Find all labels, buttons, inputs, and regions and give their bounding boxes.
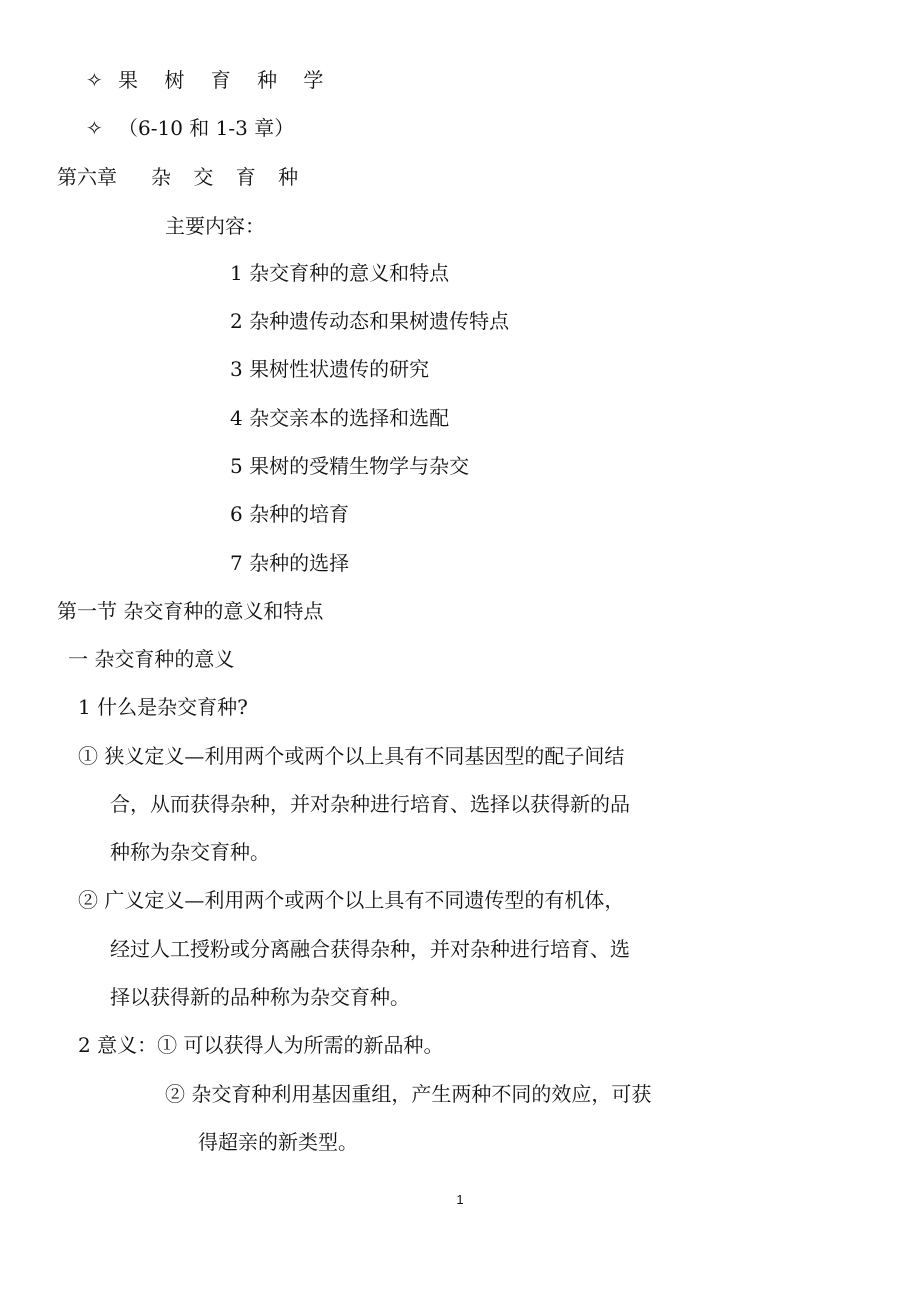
contents-item: 6 杂种的培育 [230, 502, 350, 526]
narrow-definition-line: ① 狭义定义—利用两个或两个以上具有不同基因型的配子间结 [78, 744, 625, 768]
chapter-title: 杂 交 育 种 [151, 165, 307, 189]
contents-item: 1 杂交育种的意义和特点 [230, 261, 450, 285]
meaning-line: 得超亲的新类型。 [198, 1130, 358, 1154]
contents-item: 3 果树性状遗传的研究 [230, 357, 430, 381]
sparkle-bullet-icon: ✧ [86, 116, 103, 140]
chapter-label: 第六章 [57, 165, 117, 189]
broad-definition-line: 择以获得新的品种称为杂交育种。 [110, 985, 410, 1009]
contents-heading: 主要内容： [165, 214, 265, 238]
contents-item: 4 杂交亲本的选择和选配 [230, 406, 450, 430]
section-title: 第一节 杂交育种的意义和特点 [57, 599, 324, 623]
sparkle-bullet-icon: ✧ [86, 68, 103, 92]
contents-item: 7 杂种的选择 [230, 551, 350, 575]
narrow-definition-line: 种称为杂交育种。 [110, 840, 270, 864]
contents-item: 2 杂种遗传动态和果树遗传特点 [230, 309, 510, 333]
broad-definition-line: ② 广义定义—利用两个或两个以上具有不同遗传型的有机体， [78, 888, 625, 912]
chapter-range: （6-10 和 1-3 章） [118, 116, 295, 140]
meaning-line: 2 意义：① 可以获得人为所需的新品种。 [78, 1033, 444, 1057]
page-number: 1 [456, 1192, 464, 1207]
broad-definition-line: 经过人工授粉或分离融合获得杂种，并对杂种进行培育、选 [110, 937, 630, 961]
header-line-2 [86, 115, 294, 141]
course-title: 果 树 育 种 学 [118, 68, 334, 92]
contents-item: 5 果树的受精生物学与杂交 [230, 454, 470, 478]
meaning-line: ② 杂交育种利用基因重组，产生两种不同的效应，可获 [165, 1082, 652, 1106]
header-line-1 [86, 67, 333, 93]
narrow-definition-line: 合，从而获得杂种，并对杂种进行培育、选择以获得新的品 [110, 792, 630, 816]
question-heading: 1 什么是杂交育种? [78, 695, 248, 719]
chapter-heading [57, 164, 306, 190]
subsection-title: 一 杂交育种的意义 [68, 647, 235, 671]
